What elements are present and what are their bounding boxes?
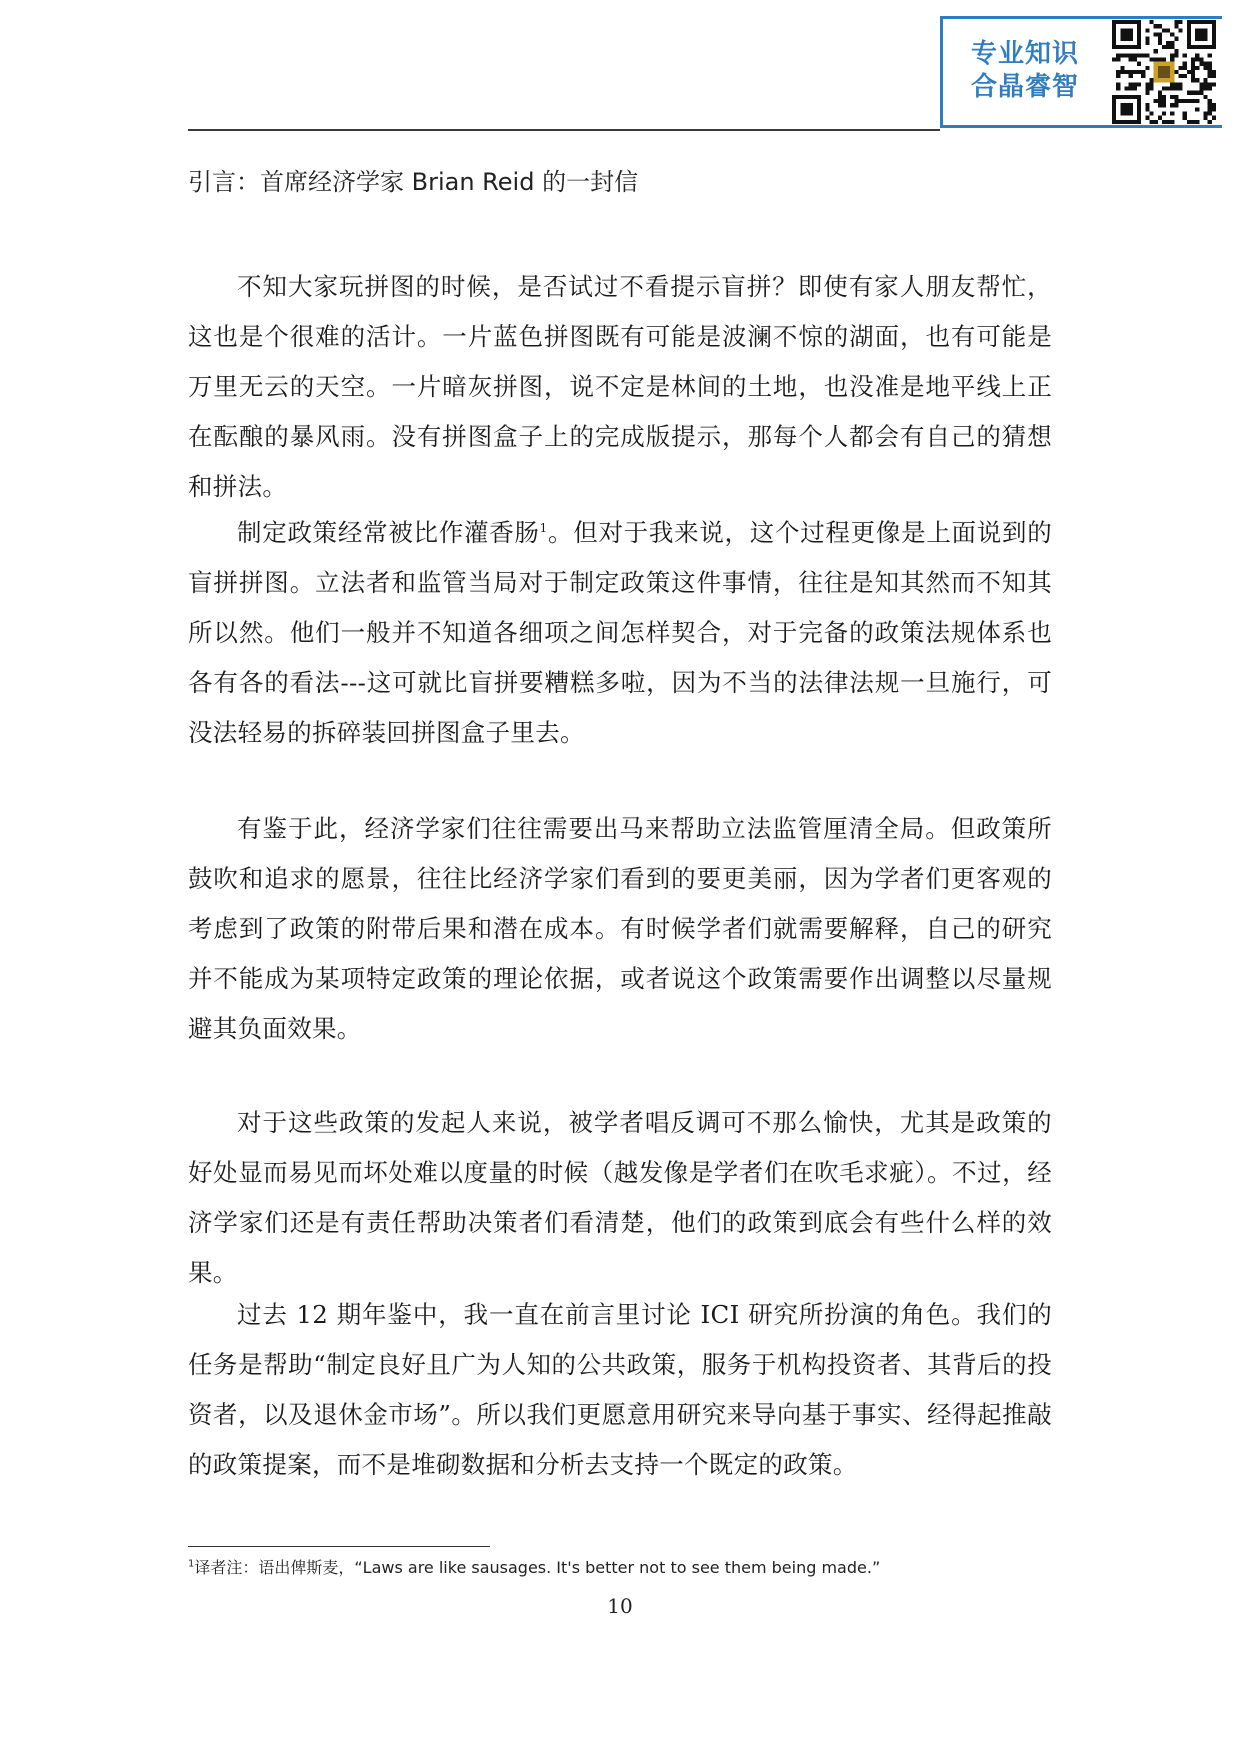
paragraph-2 — [188, 508, 1052, 758]
brand-line-1: 专业知识 — [970, 39, 1079, 69]
footnote-rule — [188, 1546, 490, 1547]
footnote-text: 译者注：语出俾斯麦，“Laws are like sausages. It's better not to see them being made.” — [194, 1558, 881, 1577]
brand-logo-text — [960, 38, 1090, 104]
paragraph-4: 对于这些政策的发起人来说，被学者唱反调可不那么愉快，尤其是政策的好处显而易见而坏处难以度量的时候（越发像是学者们在吹毛求疵）。不过，经济学家们还是有责任帮助决策者们看清楚，他们的政策到底会有些什么样的效果。 — [188, 1108, 1052, 1287]
page-number: 10 — [607, 1594, 633, 1618]
footnote-marker: 1 — [188, 1558, 195, 1570]
brand-line-2: 合晶睿智 — [970, 72, 1079, 102]
section-heading: 引言：首席经济学家 Brian Reid 的一封信 — [188, 168, 639, 196]
header-rule — [188, 129, 940, 131]
paragraph-2-text-a: 制定政策经常被比作灌香肠 — [237, 518, 540, 547]
paragraph-3: 有鉴于此，经济学家们往往需要出马来帮助立法监管厘清全局。但政策所鼓吹和追求的愿景，往往比经济学家们看到的要更美丽，因为学者们更客观的考虑到了政策的附带后果和潜在成本。有时候学者们就需要解释，自己的研究并不能成为某项特定政策的理论依据，或者说这个政策需要作出调整以尽量规避其负面效果。 — [188, 814, 1052, 1043]
footnote — [188, 1556, 880, 1580]
paragraph-1: 不知大家玩拼图的时候，是否试过不看提示盲拼？即使有家人朋友帮忙，这也是个很难的活计。一片蓝色拼图既有可能是波澜不惊的湖面，也有可能是万里无云的天空。一片暗灰拼图，说不定是林间的土地，也没准是地平线上正在酝酿的暴风雨。没有拼图盒子上的完成版提示，那每个人都会有自己的猜想和拼法。 — [188, 272, 1052, 501]
qr-code-icon — [1112, 20, 1216, 124]
paragraph-5: 过去 12 期年鉴中，我一直在前言里讨论 ICI 研究所扮演的角色。我们的任务是帮助“制定良好且广为人知的公共政策，服务于机构投资者、其背后的投资者，以及退休金市场”。所以我们更愿意用研究来导向基于事实、经得起推敲的政策提案，而不是堆砌数据和分析去支持一个既定的政策。 — [188, 1300, 1052, 1479]
footnote-reference: 1 — [539, 520, 548, 535]
paragraph-2-text-b: 。但对于我来说，这个过程更像是上面说到的盲拼拼图。立法者和监管当局对于制定政策这件事情，往往是知其然而不知其所以然。他们一般并不知道各细项之间怎样契合，对于完备的政策法规体系也各有各的看法---这可就比盲拼要糟糕多啦，因为不当的法律法规一旦施行，可没法轻易的拆碎装回拼图盒子里去。 — [188, 518, 1052, 747]
